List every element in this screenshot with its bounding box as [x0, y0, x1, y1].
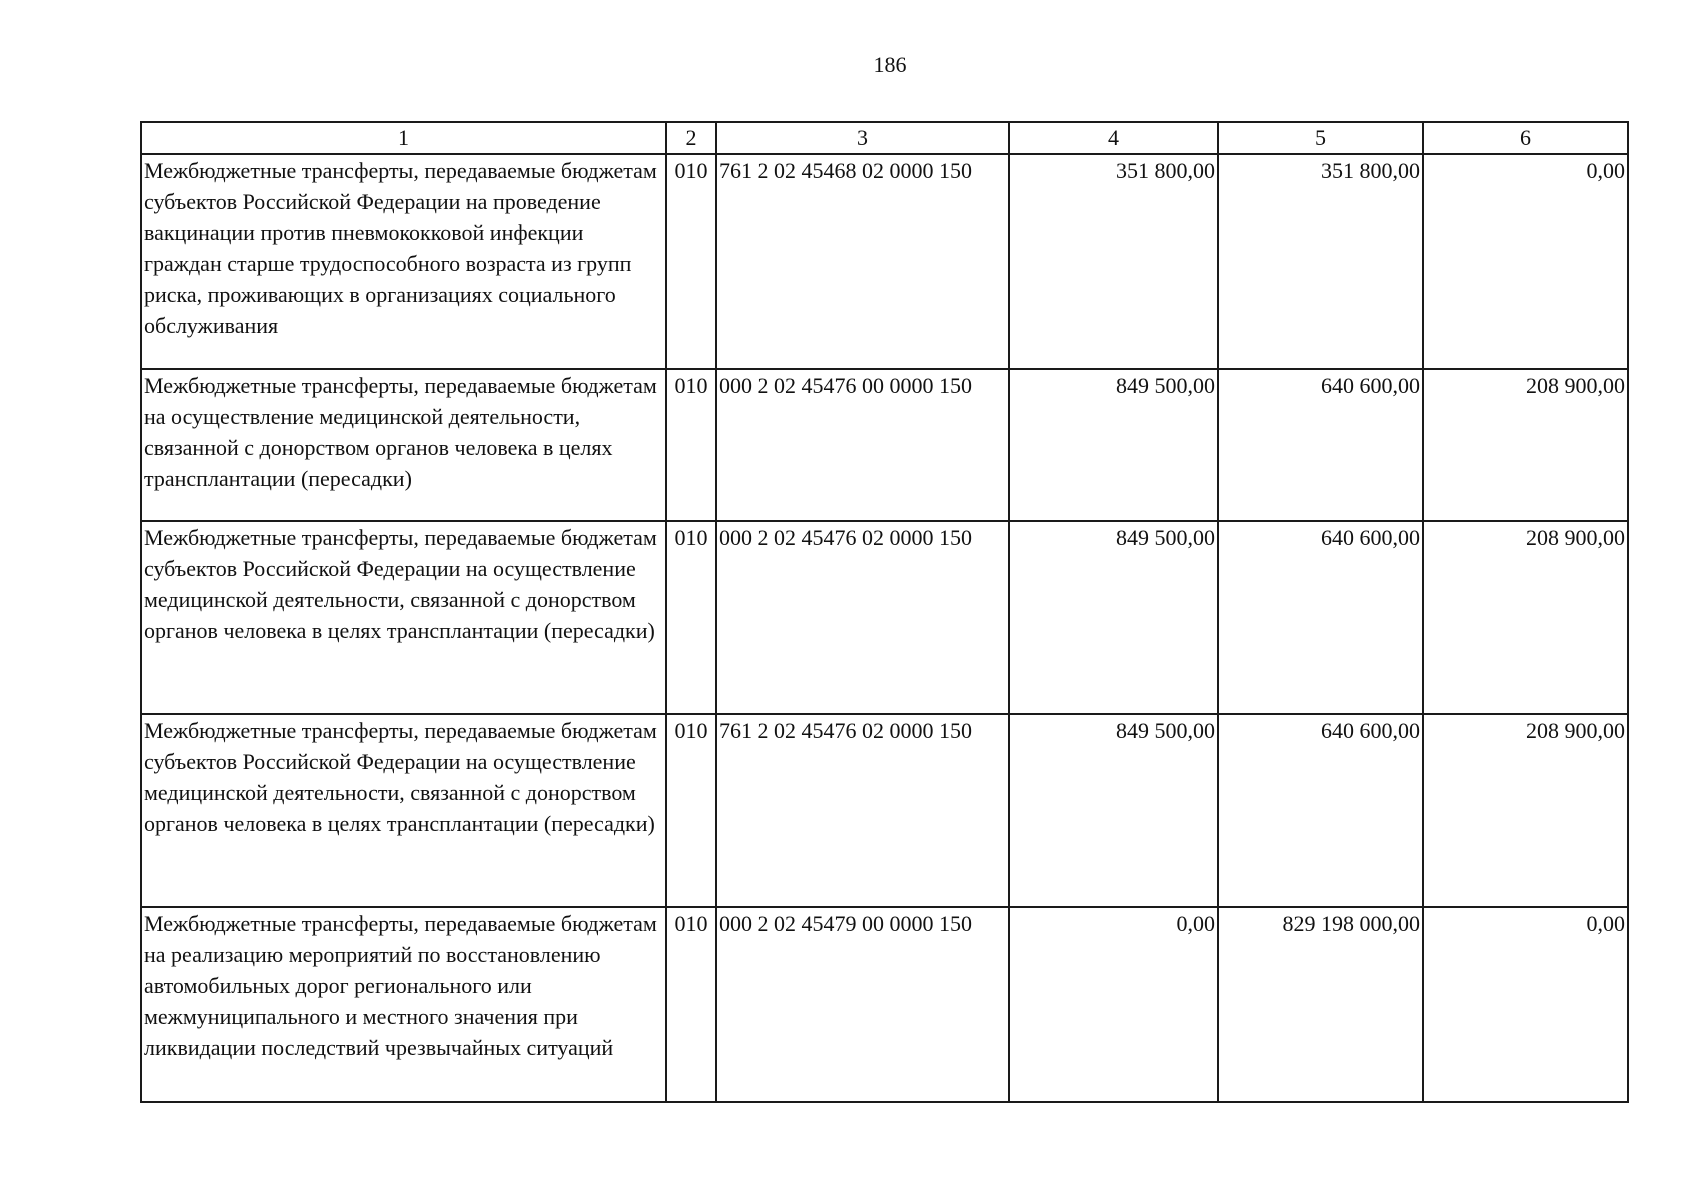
column-header: 2 — [666, 122, 716, 154]
row-code: 761 2 02 45476 02 0000 150 — [716, 714, 1009, 907]
row-name: Межбюджетные трансферты, передаваемые бюджетам субъектов Российской Федерации на проведение вакцинации против пневмококковой инфекции граждан старше трудоспособного возраста из групп риска, проживающих в организациях социального обслуживания — [141, 154, 666, 369]
row-code: 000 2 02 45479 00 0000 150 — [716, 907, 1009, 1102]
row-col4: 849 500,00 — [1009, 369, 1218, 521]
column-header: 6 — [1423, 122, 1628, 154]
row-col6: 208 900,00 — [1423, 521, 1628, 714]
table-row — [141, 521, 1628, 714]
row-col5: 829 198 000,00 — [1218, 907, 1423, 1102]
table-row — [141, 369, 1628, 521]
row-col4: 351 800,00 — [1009, 154, 1218, 369]
row-col4: 849 500,00 — [1009, 521, 1218, 714]
table-header-row — [141, 122, 1628, 154]
row-col2: 010 — [666, 369, 716, 521]
row-col6: 208 900,00 — [1423, 714, 1628, 907]
row-col4: 849 500,00 — [1009, 714, 1218, 907]
table-row — [141, 907, 1628, 1102]
row-name: Межбюджетные трансферты, передаваемые бюджетам на реализацию мероприятий по восстановлению автомобильных дорог регионального или межмуниципального и местного значения при ликвидации последствий чрезвычайных ситуаций — [141, 907, 666, 1102]
page-number: 186 — [873, 52, 907, 77]
row-col6: 0,00 — [1423, 154, 1628, 369]
budget-table — [140, 121, 1629, 1103]
row-col5: 640 600,00 — [1218, 714, 1423, 907]
column-header: 5 — [1218, 122, 1423, 154]
row-name: Межбюджетные трансферты, передаваемые бюджетам на осуществление медицинской деятельности, связанной с донорством органов человека в целях трансплантации (пересадки) — [141, 369, 666, 521]
row-col5: 351 800,00 — [1218, 154, 1423, 369]
table-row — [141, 714, 1628, 907]
row-col2: 010 — [666, 714, 716, 907]
row-code: 000 2 02 45476 00 0000 150 — [716, 369, 1009, 521]
row-code: 000 2 02 45476 02 0000 150 — [716, 521, 1009, 714]
row-col4: 0,00 — [1009, 907, 1218, 1102]
row-code: 761 2 02 45468 02 0000 150 — [716, 154, 1009, 369]
row-col6: 208 900,00 — [1423, 369, 1628, 521]
row-col2: 010 — [666, 521, 716, 714]
row-col5: 640 600,00 — [1218, 521, 1423, 714]
column-header: 1 — [141, 122, 666, 154]
table-row — [141, 154, 1628, 369]
row-col6: 0,00 — [1423, 907, 1628, 1102]
row-col5: 640 600,00 — [1218, 369, 1423, 521]
row-name: Межбюджетные трансферты, передаваемые бюджетам субъектов Российской Федерации на осуществление медицинской деятельности, связанной с донорством органов человека в целях трансплантации (пересадки) — [141, 714, 666, 907]
row-col2: 010 — [666, 154, 716, 369]
row-col2: 010 — [666, 907, 716, 1102]
row-name: Межбюджетные трансферты, передаваемые бюджетам субъектов Российской Федерации на осуществление медицинской деятельности, связанной с донорством органов человека в целях трансплантации (пересадки) — [141, 521, 666, 714]
column-header: 4 — [1009, 122, 1218, 154]
column-header: 3 — [716, 122, 1009, 154]
